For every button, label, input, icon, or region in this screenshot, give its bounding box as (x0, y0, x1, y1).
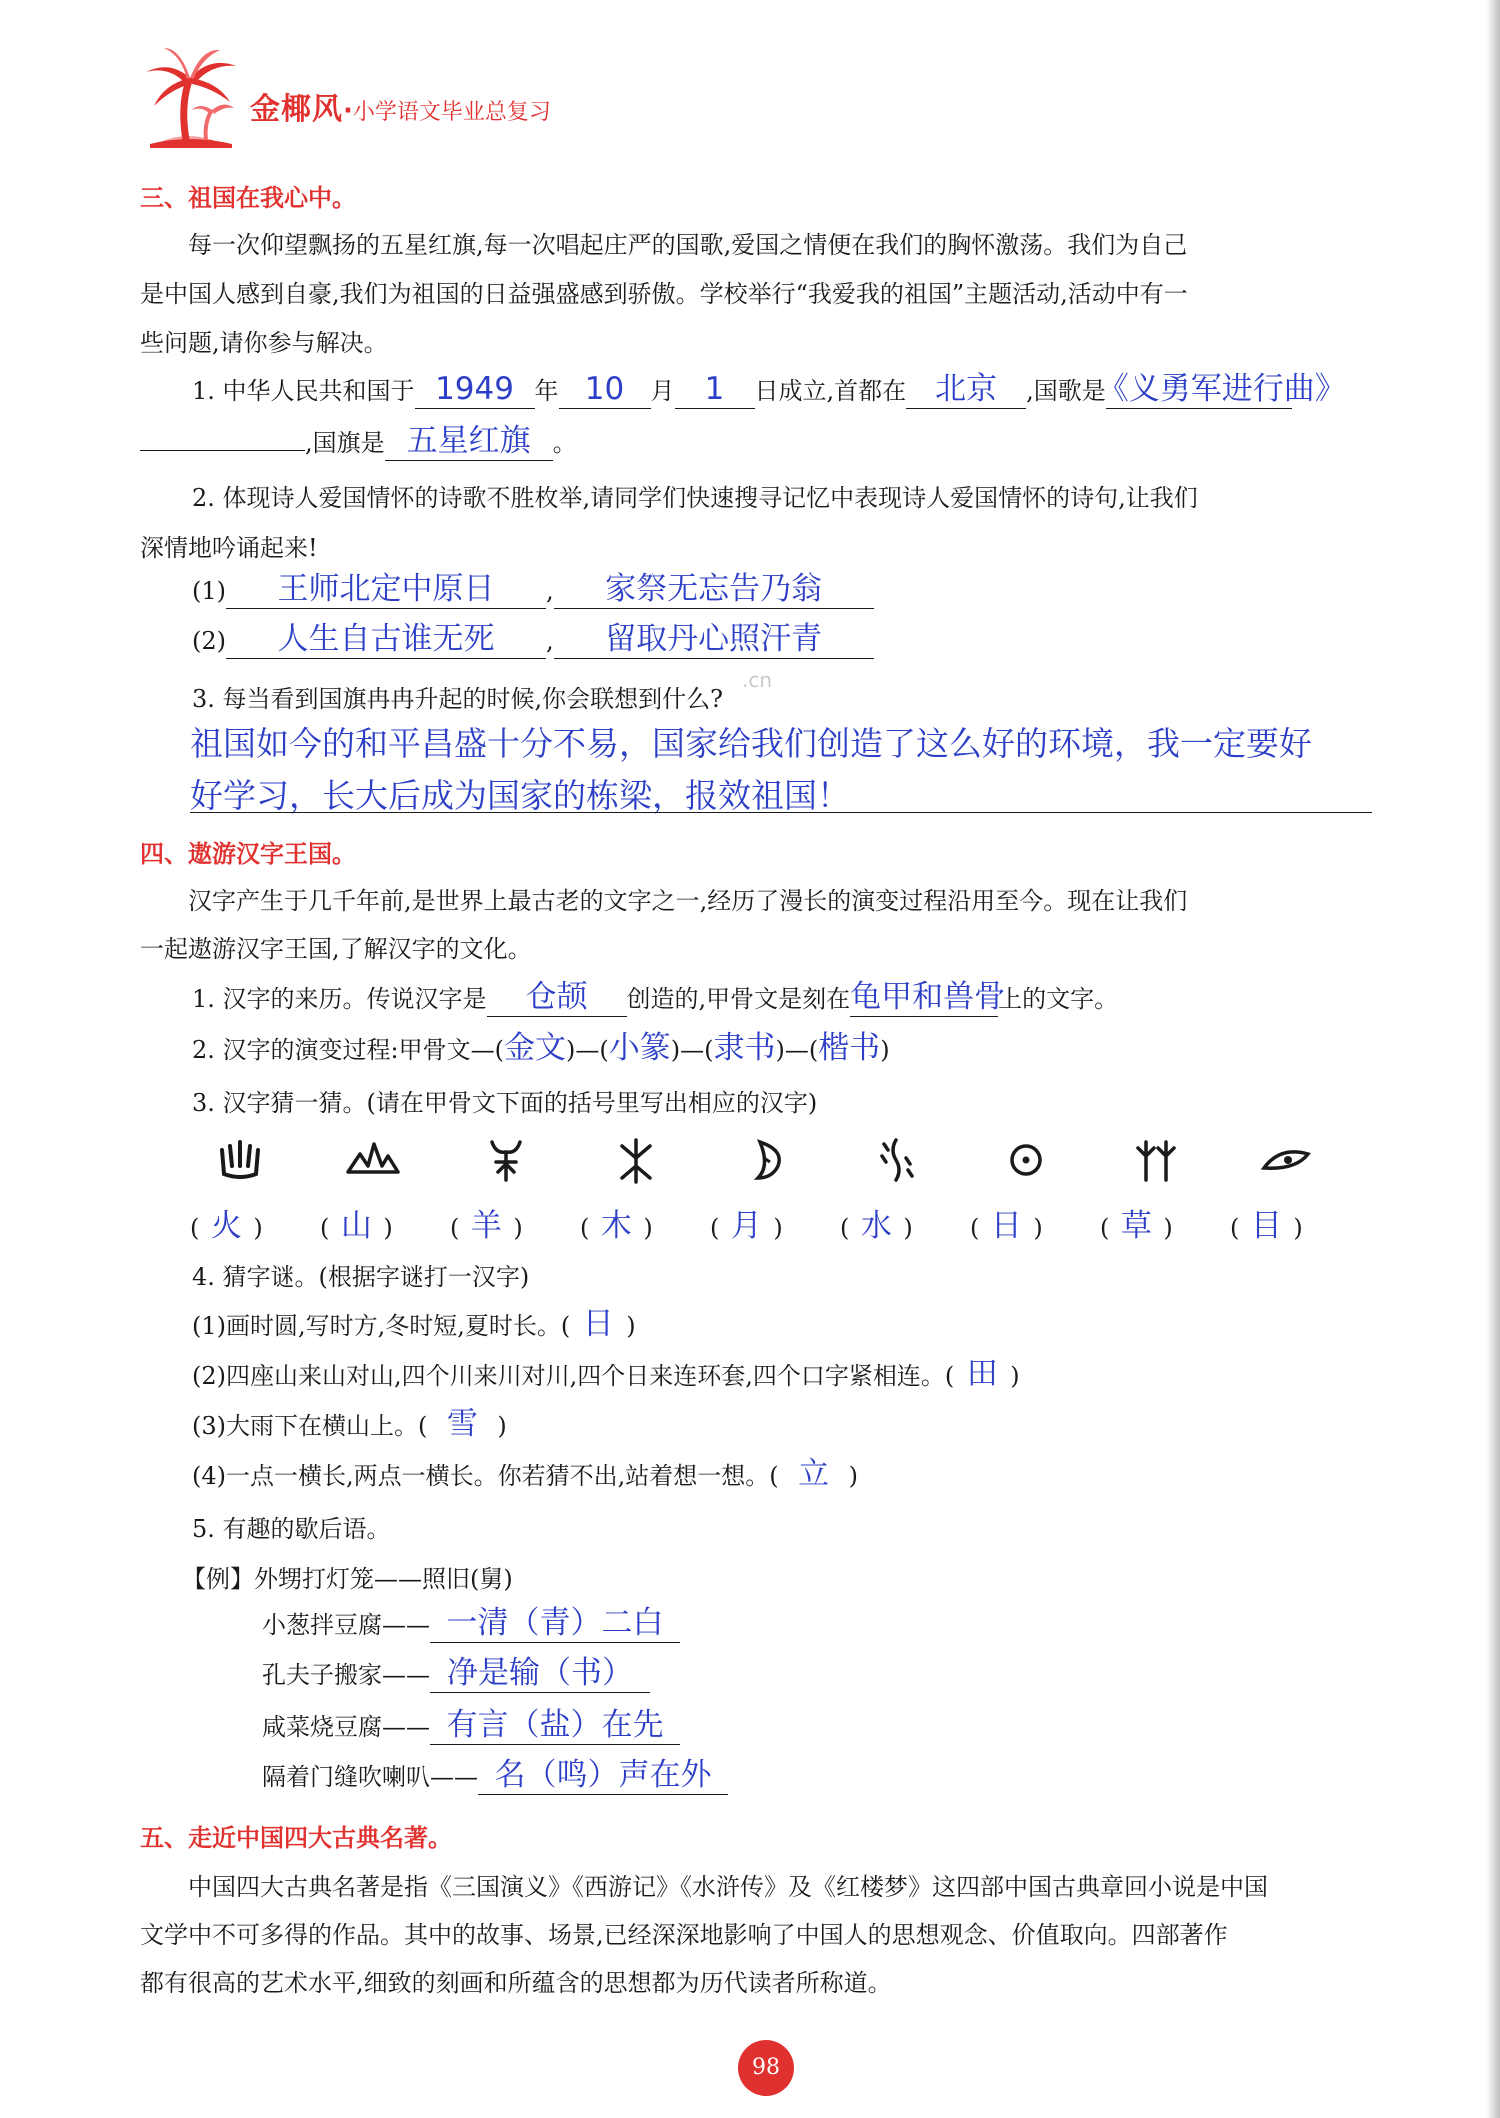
s3-intro-line-1: 每一次仰望飘扬的五星红旗,每一次唱起庄严的国歌,爱国之情便在我们的胸怀激荡。我们为自己 (188, 231, 1188, 259)
brand-name: 金椰风 (250, 92, 343, 127)
s4-intro-line-2: 一起遨游汉字王国,了解汉字的文化。 (140, 935, 532, 963)
section-4-title: 四、遨游汉字王国。 (140, 840, 356, 868)
glyph-answer-6: ( 水 ) (840, 1208, 913, 1244)
riddle-1-answer: 日 (582, 1306, 614, 1342)
poem-2-line-b: 留取丹心照汗青 (605, 621, 823, 657)
answer-year: 1949 (435, 371, 514, 407)
brand-subtitle: 小学语文毕业总复习 (352, 100, 551, 125)
section-5-title: 五、走近中国四大古典名著。 (140, 1824, 452, 1852)
glyph-answer-4: ( 木 ) (580, 1208, 653, 1244)
oracle-eye-glyph (1256, 1136, 1316, 1184)
oracle-sun-glyph (996, 1136, 1056, 1184)
oracle-mountain-glyph (342, 1136, 402, 1184)
answer-kaishu: 楷书 (818, 1030, 881, 1066)
answer-jinwen: 金文 (503, 1030, 566, 1066)
glyph-answer-8: ( 草 ) (1100, 1208, 1173, 1244)
brand-dot: · (343, 96, 353, 126)
s3-intro-line-2: 是中国人感到自豪,我们为祖国的日益强盛感到骄傲。学校举行“我爱我的祖国”主题活动,活动中有一 (140, 280, 1188, 308)
s3-intro-line-3: 些问题,请你参与解决。 (140, 329, 388, 357)
riddle-4: (4)一点一横长,两点一横长。你若猜不出,站着想一想。( 立 ) (192, 1456, 858, 1492)
xiehouyu-4: 隔着门缝吹喇叭—— 名（鸣）声在外 (262, 1758, 728, 1795)
s3-q2-item-2: (2) 人生自古谁无死 , 留取丹心照汗青 (192, 622, 874, 659)
riddle-3-answer: 雪 (446, 1406, 478, 1442)
riddle-1: (1)画时圆,写时方,冬时短,夏时长。( 日 ) (192, 1306, 636, 1342)
xiehouyu-2-answer: 净是输（书） (447, 1655, 633, 1691)
s4-q5-example: 【例】外甥打灯笼——照旧(舅) (182, 1565, 513, 1593)
oracle-grass-glyph (1126, 1136, 1186, 1184)
poem-2-line-a: 人生自古谁无死 (277, 621, 495, 657)
poem-1-line-b: 家祭无忘告乃翁 (605, 571, 823, 607)
xiehouyu-4-answer: 名（鸣）声在外 (494, 1757, 712, 1793)
section-3-title: 三、祖国在我心中。 (140, 184, 356, 212)
glyph-answer-3: ( 羊 ) (450, 1208, 523, 1244)
page-edge-shadow (1486, 0, 1500, 2118)
glyph-answer-7: ( 日 ) (970, 1208, 1043, 1244)
s4-q3-text: 3. 汉字猜一猜。(请在甲骨文下面的括号里写出相应的汉字) (192, 1089, 818, 1117)
oracle-moon-glyph (738, 1136, 798, 1184)
glyph-answer-1: ( 火 ) (190, 1208, 263, 1244)
s3-q3-answer-rule (190, 812, 1372, 813)
palm-tree-logo (140, 44, 240, 148)
answer-lishu: 隶书 (713, 1030, 776, 1066)
glyph-answer-2: ( 山 ) (320, 1208, 393, 1244)
answer-capital: 北京 (935, 371, 998, 407)
s3-q2-text-2: 深情地吟诵起来! (140, 534, 318, 562)
s4-q5-text: 5. 有趣的歇后语。 (192, 1515, 391, 1543)
riddle-3: (3)大雨下在横山上。( 雪 ) (192, 1406, 507, 1442)
answer-flag: 五星红旗 (406, 423, 531, 459)
answer-day: 1 (704, 371, 725, 407)
answer-cangjie: 仓颉 (525, 979, 588, 1015)
answer-anthem: 《义勇军进行曲》 (1097, 371, 1346, 407)
s3-q1-line-2: ,国旗是 五星红旗 。 (140, 424, 577, 461)
poem-1-line-a: 王师北定中原日 (277, 571, 495, 607)
s5-intro-line-2: 文学中不可多得的作品。其中的故事、场景,已经深深地影响了中国人的思想观念、价值取向。四部著作 (140, 1921, 1228, 1949)
xiehouyu-1: 小葱拌豆腐—— 一清（青）二白 (262, 1606, 680, 1643)
answer-shell-bone: 龟甲和兽骨 (850, 979, 1006, 1015)
page-number: 98 (738, 2040, 794, 2096)
s4-q2: 2. 汉字的演变过程:甲骨文—(金文)—(小篆)—(隶书)—(楷书) (192, 1030, 890, 1066)
s3-q3-answer-line-1: 祖国如今的和平昌盛十分不易，国家给我们创造了这么好的环境，我一定要好 (190, 724, 1312, 763)
glyph-answer-9: ( 目 ) (1230, 1208, 1303, 1244)
s3-q2-item-1: (1) 王师北定中原日 , 家祭无忘告乃翁 (192, 572, 874, 609)
xiehouyu-3-answer: 有言（盐）在先 (446, 1707, 664, 1743)
riddle-2: (2)四座山来山对山,四个川来川对川,四个日来连环套,四个口字紧相连。( 田 ) (192, 1356, 1020, 1392)
riddle-2-answer: 田 (966, 1356, 998, 1392)
xiehouyu-2: 孔夫子搬家—— 净是输（书） (262, 1656, 650, 1693)
answer-xiaozhuan: 小篆 (608, 1030, 671, 1066)
s4-q1: 1. 汉字的来历。传说汉字是 仓颉 创造的,甲骨文是刻在龟甲和兽骨上的文字。 (192, 979, 1119, 1015)
answer-month: 10 (584, 371, 625, 407)
s3-q3-answer-line-2: 好学习，长大后成为国家的栋梁，报效祖国！ (190, 776, 850, 815)
s4-intro-line-1: 汉字产生于几千年前,是世界上最古老的文字之一,经历了漫长的演变过程沿用至今。现在让我们 (188, 887, 1188, 915)
glyph-answer-5: ( 月 ) (710, 1208, 783, 1244)
s4-q4-text: 4. 猜字谜。(根据字谜打一汉字) (192, 1263, 530, 1291)
s3-q3-text: 3. 每当看到国旗冉冉升起的时候,你会联想到什么? (192, 685, 724, 713)
oracle-tree-glyph (606, 1136, 666, 1184)
s5-intro-line-1: 中国四大古典名著是指《三国演义》《西游记》《水浒传》及《红楼梦》这四部中国古典章回小说是中国 (188, 1873, 1268, 1901)
oracle-fire-glyph (210, 1136, 270, 1184)
oracle-sheep-glyph (476, 1136, 536, 1184)
riddle-4-answer: 立 (798, 1456, 830, 1492)
watermark: .cn (742, 668, 773, 692)
xiehouyu-1-answer: 一清（青）二白 (446, 1605, 664, 1641)
s3-q1-line-1: 1. 中华人民共和国于 1949 年 10 月 1 日成立,首都在 北京 ,国歌是《义勇军进行曲》 (192, 371, 1346, 407)
s5-intro-line-3: 都有很高的艺术水平,细致的刻画和所蕴含的思想都为历代读者所称道。 (140, 1969, 892, 1997)
oracle-water-glyph (866, 1136, 926, 1184)
s3-q2-text-1: 2. 体现诗人爱国情怀的诗歌不胜枚举,请同学们快速搜寻记忆中表现诗人爱国情怀的诗句,让我们 (192, 484, 1198, 512)
xiehouyu-3: 咸菜烧豆腐—— 有言（盐）在先 (262, 1708, 680, 1745)
brand-header (250, 84, 551, 128)
